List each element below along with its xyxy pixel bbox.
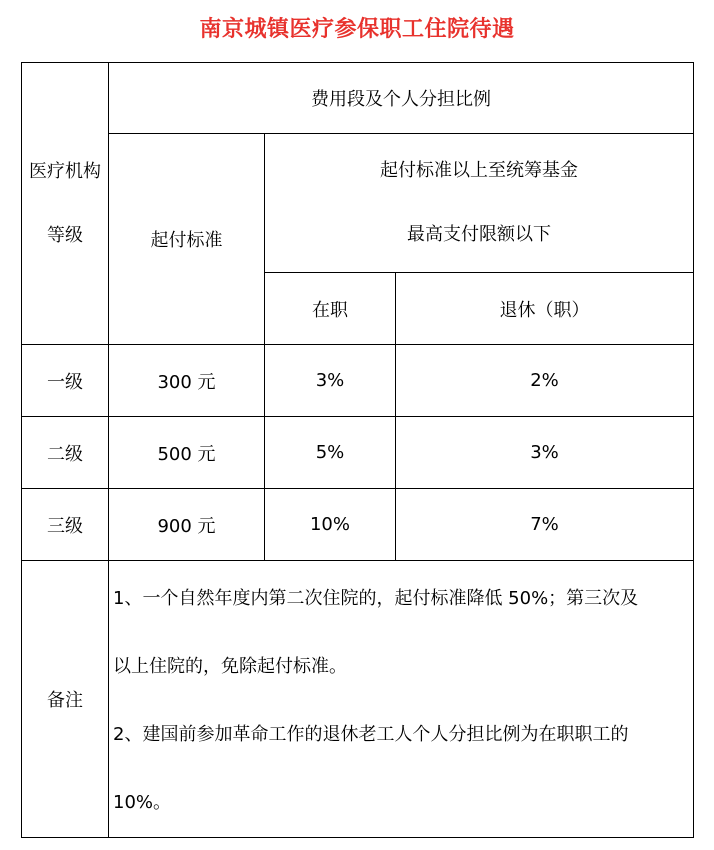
deductible-cell: 500 元	[109, 417, 265, 489]
table-row	[22, 489, 694, 561]
header-row-2	[22, 134, 694, 204]
level-cell: 一级	[22, 345, 109, 417]
benefits-table	[21, 62, 694, 838]
header-row-1	[22, 63, 694, 134]
deductible-cell: 300 元	[109, 345, 265, 417]
employed-cell: 10%	[265, 489, 396, 561]
retired-cell: 3%	[396, 417, 694, 489]
notes-content	[109, 561, 694, 838]
level-cell: 三级	[22, 489, 109, 561]
cost-segment-header: 费用段及个人分担比例	[109, 63, 694, 134]
page-title: 南京城镇医疗参保职工住院待遇	[199, 17, 515, 42]
institution-level-header	[22, 63, 109, 345]
table-row	[22, 345, 694, 417]
above-deductible-line1: 起付标准以上至统筹基金	[380, 160, 578, 181]
institution-level-line1: 医疗机构	[29, 160, 101, 182]
above-deductible-header	[265, 134, 694, 273]
employed-header: 在职	[265, 273, 396, 345]
note-line-4: 10%。	[113, 792, 172, 813]
above-deductible-line2: 最高支付限额以下	[407, 224, 551, 245]
employed-cell: 3%	[265, 345, 396, 417]
institution-level-line2: 等级	[47, 224, 83, 246]
deductible-cell: 900 元	[109, 489, 265, 561]
note-line-1: 1、一个自然年度内第二次住院的，起付标准降低 50%；第三次及	[113, 588, 639, 609]
deductible-header: 起付标准	[109, 134, 265, 345]
retired-header: 退休（职）	[396, 273, 694, 345]
retired-cell: 2%	[396, 345, 694, 417]
table-row	[22, 417, 694, 489]
retired-cell: 7%	[396, 489, 694, 561]
employed-cell: 5%	[265, 417, 396, 489]
level-cell: 二级	[22, 417, 109, 489]
notes-label: 备注	[22, 561, 109, 838]
note-line-3: 2、建国前参加革命工作的退休老工人个人分担比例为在职职工的	[113, 724, 629, 745]
note-line-2: 以上住院的，免除起付标准。	[113, 656, 347, 677]
notes-row	[22, 561, 694, 838]
